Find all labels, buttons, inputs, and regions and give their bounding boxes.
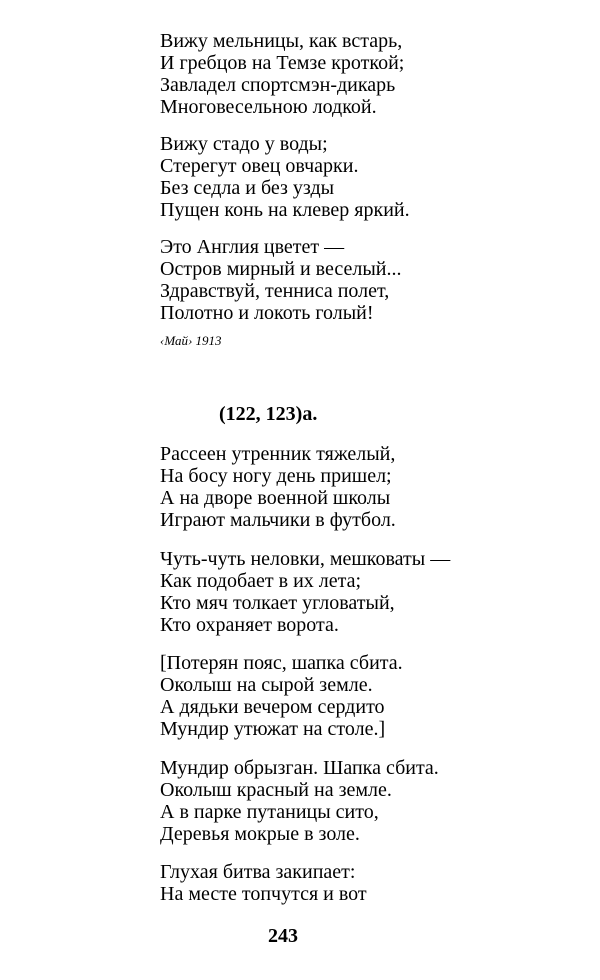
verse-line: Рассеен утренник тяжелый,: [160, 443, 396, 465]
verse-line: Завладел спортсмэн-дикарь: [160, 74, 396, 96]
page-number: 243: [268, 925, 298, 947]
verse-line: Многовесельною лодкой.: [160, 96, 377, 118]
poem1-stanza-1: [160, 30, 404, 118]
verse-line: Остров мирный и веселый...: [160, 258, 402, 280]
verse-line: Без седла и без узды: [160, 177, 335, 199]
verse-line: Кто мяч толкает угловатый,: [160, 592, 395, 614]
poem2-stanza-2: [160, 548, 450, 636]
verse-line: [Потерян пояс, шапка сбита.: [160, 652, 403, 674]
verse-line: Полотно и локоть голый!: [160, 302, 374, 324]
verse-line: На босу ногу день пришел;: [160, 465, 392, 487]
poem2-stanza-1: [160, 443, 396, 531]
verse-line: Здравствуй, тенниса полет,: [160, 280, 390, 302]
verse-line: Кто охраняет ворота.: [160, 614, 339, 636]
verse-line: Околыш на сырой земле.: [160, 674, 373, 696]
verse-line: Вижу мельницы, как встарь,: [160, 30, 403, 52]
verse-line: А на дворе военной школы: [160, 487, 391, 509]
verse-line: На месте топчутся и вот: [160, 883, 367, 905]
verse-line: А в парке путаницы сито,: [160, 801, 379, 823]
poem1-stanza-2: [160, 133, 410, 221]
verse-line: Это Англия цветет —: [160, 236, 345, 258]
poem2-stanza-5: [160, 861, 367, 905]
poem-date: ‹Май› 1913: [160, 333, 222, 348]
poem2-stanza-3: [160, 652, 403, 740]
verse-line: Околыш красный на земле.: [160, 779, 392, 801]
verse-line: Чуть-чуть неловки, мешковаты —: [160, 548, 451, 570]
verse-line: Мундир утюжат на столе.]: [160, 718, 386, 740]
verse-line: И гребцов на Темзе кроткой;: [160, 52, 405, 74]
poem2-stanza-4: [160, 757, 439, 845]
verse-line: Мундир обрызган. Шапка сбита.: [160, 757, 439, 779]
verse-line: Деревья мокрые в золе.: [160, 823, 360, 845]
verse-line: Стерегут овец овчарки.: [160, 155, 359, 177]
verse-line: Глухая битва закипает:: [160, 861, 356, 883]
verse-line: Играют мальчики в футбол.: [160, 509, 396, 531]
poem1-stanza-3: [160, 236, 401, 324]
verse-line: Как подобает в их лета;: [160, 570, 362, 592]
verse-line: А дядьки вечером сердито: [160, 696, 385, 718]
verse-line: Пущен конь на клевер яркий.: [160, 199, 410, 221]
verse-line: Вижу стадо у воды;: [160, 133, 328, 155]
poem-heading: (122, 123)а.: [219, 403, 318, 425]
